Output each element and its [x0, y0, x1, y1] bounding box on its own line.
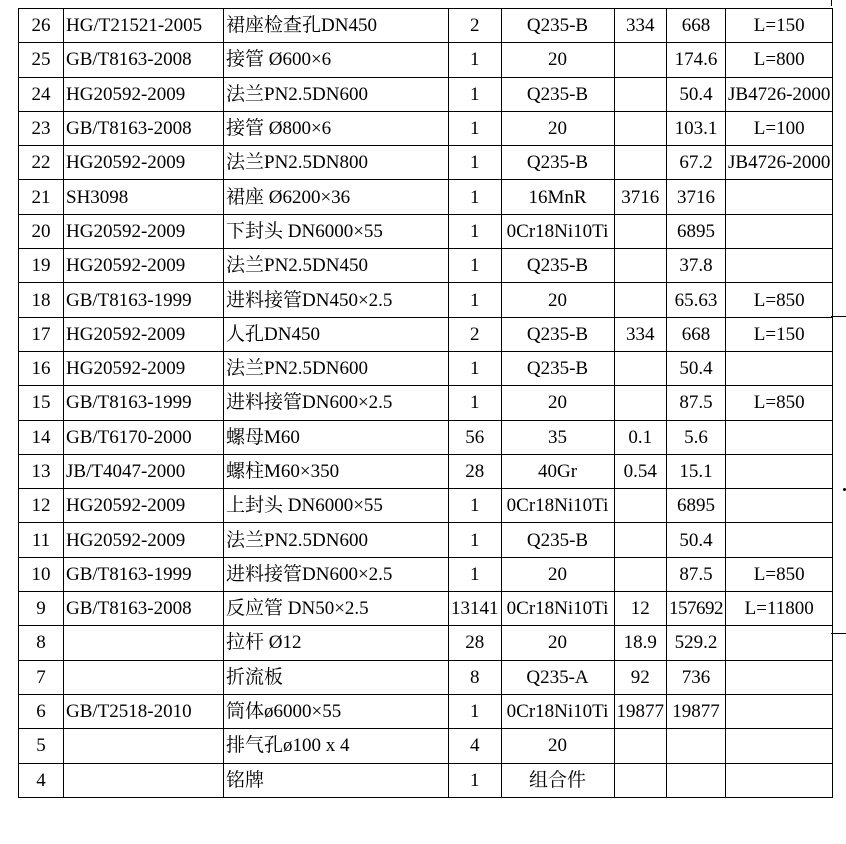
standard-code-cell: GB/T8163-1999 — [64, 386, 224, 420]
standard-code-cell — [64, 626, 224, 660]
material-cell: 40Gr — [501, 454, 614, 488]
table-row — [19, 420, 833, 454]
standard-code-cell: HG20592-2009 — [64, 249, 224, 283]
table-row — [19, 523, 833, 557]
unit-weight-cell — [614, 77, 667, 111]
total-weight-cell: 65.63 — [667, 283, 726, 317]
border-tick — [831, 316, 846, 317]
total-weight-cell: 103.1 — [667, 111, 726, 145]
standard-code-cell: JB/T4047-2000 — [64, 454, 224, 488]
total-weight-cell: 87.5 — [667, 386, 726, 420]
quantity-cell: 1 — [449, 283, 502, 317]
part-name-cell: 筒体ø6000×55 — [224, 694, 449, 728]
total-weight-cell: 37.8 — [667, 249, 726, 283]
quantity-cell: 8 — [449, 660, 502, 694]
total-weight-cell: 50.4 — [667, 351, 726, 385]
border-tick — [831, 633, 846, 634]
standard-code-cell: HG20592-2009 — [64, 489, 224, 523]
standard-code-cell: GB/T8163-2008 — [64, 43, 224, 77]
material-cell: Q235-B — [501, 523, 614, 557]
material-cell: 组合件 — [501, 763, 614, 797]
unit-weight-cell — [614, 523, 667, 557]
part-name-cell: 螺母M60 — [224, 420, 449, 454]
part-name-cell: 上封头 DN6000×55 — [224, 489, 449, 523]
table-row — [19, 626, 833, 660]
table-row — [19, 283, 833, 317]
item-number-cell: 15 — [19, 386, 64, 420]
table-row — [19, 43, 833, 77]
part-name-cell: 人孔DN450 — [224, 317, 449, 351]
part-name-cell: 螺柱M60×350 — [224, 454, 449, 488]
total-weight-cell: 3716 — [667, 180, 726, 214]
material-cell: Q235-B — [501, 9, 614, 43]
material-cell: Q235-B — [501, 146, 614, 180]
item-number-cell: 9 — [19, 592, 64, 626]
standard-code-cell: GB/T8163-1999 — [64, 283, 224, 317]
material-cell: Q235-A — [501, 660, 614, 694]
table-row — [19, 146, 833, 180]
total-weight-cell: 15.1 — [667, 454, 726, 488]
remark-cell: L=100 — [726, 111, 833, 145]
part-name-cell: 接管 Ø600×6 — [224, 43, 449, 77]
total-weight-cell: 87.5 — [667, 557, 726, 591]
quantity-cell: 13141 — [449, 592, 502, 626]
part-name-cell: 裙座 Ø6200×36 — [224, 180, 449, 214]
remark-cell: L=150 — [726, 317, 833, 351]
part-name-cell: 折流板 — [224, 660, 449, 694]
standard-code-cell: GB/T8163-2008 — [64, 592, 224, 626]
part-name-cell: 法兰PN2.5DN600 — [224, 77, 449, 111]
total-weight-cell — [667, 763, 726, 797]
unit-weight-cell: 0.54 — [614, 454, 667, 488]
part-name-cell: 铭牌 — [224, 763, 449, 797]
remark-cell — [726, 214, 833, 248]
table-row — [19, 351, 833, 385]
material-cell: Q235-B — [501, 351, 614, 385]
unit-weight-cell: 18.9 — [614, 626, 667, 660]
standard-code-cell: GB/T8163-2008 — [64, 111, 224, 145]
unit-weight-cell — [614, 43, 667, 77]
part-name-cell: 进料接管DN600×2.5 — [224, 557, 449, 591]
part-name-cell: 反应管 DN50×2.5 — [224, 592, 449, 626]
table-row — [19, 9, 833, 43]
total-weight-cell: 5.6 — [667, 420, 726, 454]
remark-cell — [726, 180, 833, 214]
remark-cell: JB4726-2000 — [726, 146, 833, 180]
remark-cell — [726, 489, 833, 523]
table-row — [19, 489, 833, 523]
table-row — [19, 386, 833, 420]
item-number-cell: 8 — [19, 626, 64, 660]
material-cell: 0Cr18Ni10Ti — [501, 214, 614, 248]
total-weight-cell: 19877 — [667, 694, 726, 728]
remark-cell: L=850 — [726, 283, 833, 317]
table-row — [19, 557, 833, 591]
item-number-cell: 13 — [19, 454, 64, 488]
table-row — [19, 694, 833, 728]
remark-cell — [726, 249, 833, 283]
unit-weight-cell — [614, 283, 667, 317]
unit-weight-cell — [614, 763, 667, 797]
item-number-cell: 26 — [19, 9, 64, 43]
part-name-cell: 拉杆 Ø12 — [224, 626, 449, 660]
remark-cell — [726, 729, 833, 763]
quantity-cell: 1 — [449, 694, 502, 728]
material-cell: 20 — [501, 557, 614, 591]
total-weight-cell: 668 — [667, 317, 726, 351]
standard-code-cell — [64, 729, 224, 763]
unit-weight-cell: 0.1 — [614, 420, 667, 454]
unit-weight-cell — [614, 214, 667, 248]
remark-cell — [726, 626, 833, 660]
unit-weight-cell — [614, 729, 667, 763]
table-row — [19, 660, 833, 694]
remark-cell — [726, 694, 833, 728]
part-name-cell: 进料接管DN600×2.5 — [224, 386, 449, 420]
unit-weight-cell — [614, 557, 667, 591]
item-number-cell: 4 — [19, 763, 64, 797]
quantity-cell: 1 — [449, 249, 502, 283]
part-name-cell: 排气孔ø100 x 4 — [224, 729, 449, 763]
quantity-cell: 1 — [449, 146, 502, 180]
item-number-cell: 6 — [19, 694, 64, 728]
standard-code-cell: HG20592-2009 — [64, 523, 224, 557]
total-weight-cell: 50.4 — [667, 77, 726, 111]
item-number-cell: 17 — [19, 317, 64, 351]
table-row — [19, 249, 833, 283]
remark-cell — [726, 763, 833, 797]
standard-code-cell: HG20592-2009 — [64, 77, 224, 111]
material-cell: Q235-B — [501, 77, 614, 111]
total-weight-cell: 529.2 — [667, 626, 726, 660]
unit-weight-cell — [614, 351, 667, 385]
remark-cell: L=850 — [726, 557, 833, 591]
unit-weight-cell — [614, 111, 667, 145]
item-number-cell: 24 — [19, 77, 64, 111]
item-number-cell: 25 — [19, 43, 64, 77]
total-weight-cell: 668 — [667, 9, 726, 43]
table-row — [19, 729, 833, 763]
material-cell: 20 — [501, 111, 614, 145]
quantity-cell: 1 — [449, 763, 502, 797]
quantity-cell: 2 — [449, 317, 502, 351]
remark-cell — [726, 454, 833, 488]
unit-weight-cell: 92 — [614, 660, 667, 694]
item-number-cell: 12 — [19, 489, 64, 523]
item-number-cell: 5 — [19, 729, 64, 763]
remark-cell: L=150 — [726, 9, 833, 43]
item-number-cell: 20 — [19, 214, 64, 248]
standard-code-cell: GB/T8163-1999 — [64, 557, 224, 591]
standard-code-cell — [64, 763, 224, 797]
part-name-cell: 法兰PN2.5DN600 — [224, 523, 449, 557]
total-weight-cell: 50.4 — [667, 523, 726, 557]
material-cell: 16MnR — [501, 180, 614, 214]
material-cell: 20 — [501, 386, 614, 420]
remark-cell: L=800 — [726, 43, 833, 77]
remark-cell — [726, 351, 833, 385]
total-weight-cell: 67.2 — [667, 146, 726, 180]
standard-code-cell: HG20592-2009 — [64, 146, 224, 180]
material-cell: 20 — [501, 43, 614, 77]
part-name-cell: 法兰PN2.5DN450 — [224, 249, 449, 283]
quantity-cell: 28 — [449, 626, 502, 660]
item-number-cell: 23 — [19, 111, 64, 145]
item-number-cell: 10 — [19, 557, 64, 591]
remark-cell: L=850 — [726, 386, 833, 420]
material-cell: 0Cr18Ni10Ti — [501, 489, 614, 523]
item-number-cell: 16 — [19, 351, 64, 385]
unit-weight-cell: 334 — [614, 9, 667, 43]
part-name-cell: 进料接管DN450×2.5 — [224, 283, 449, 317]
material-cell: 35 — [501, 420, 614, 454]
table-row — [19, 111, 833, 145]
table-row — [19, 592, 833, 626]
total-weight-cell: 174.6 — [667, 43, 726, 77]
quantity-cell: 1 — [449, 386, 502, 420]
table-row — [19, 454, 833, 488]
item-number-cell: 14 — [19, 420, 64, 454]
material-cell: Q235-B — [501, 249, 614, 283]
part-name-cell: 接管 Ø800×6 — [224, 111, 449, 145]
unit-weight-cell: 3716 — [614, 180, 667, 214]
total-weight-cell: 157692 — [667, 592, 726, 626]
quantity-cell: 4 — [449, 729, 502, 763]
quantity-cell: 1 — [449, 214, 502, 248]
quantity-cell: 1 — [449, 43, 502, 77]
standard-code-cell: GB/T6170-2000 — [64, 420, 224, 454]
standard-code-cell: HG20592-2009 — [64, 351, 224, 385]
remark-cell — [726, 523, 833, 557]
part-name-cell: 下封头 DN6000×55 — [224, 214, 449, 248]
total-weight-cell: 736 — [667, 660, 726, 694]
part-name-cell: 法兰PN2.5DN800 — [224, 146, 449, 180]
material-cell: 0Cr18Ni10Ti — [501, 694, 614, 728]
material-cell: 20 — [501, 626, 614, 660]
table-row — [19, 77, 833, 111]
quantity-cell: 1 — [449, 111, 502, 145]
material-cell: 0Cr18Ni10Ti — [501, 592, 614, 626]
standard-code-cell: SH3098 — [64, 180, 224, 214]
standard-code-cell — [64, 660, 224, 694]
table-row — [19, 180, 833, 214]
item-number-cell: 18 — [19, 283, 64, 317]
right-border-line — [831, 0, 832, 6]
table-row — [19, 317, 833, 351]
item-number-cell: 22 — [19, 146, 64, 180]
quantity-cell: 1 — [449, 557, 502, 591]
quantity-cell: 1 — [449, 180, 502, 214]
part-name-cell: 裙座检查孔DN450 — [224, 9, 449, 43]
quantity-cell: 1 — [449, 77, 502, 111]
unit-weight-cell — [614, 489, 667, 523]
remark-cell: L=11800 — [726, 592, 833, 626]
unit-weight-cell: 12 — [614, 592, 667, 626]
part-name-cell: 法兰PN2.5DN600 — [224, 351, 449, 385]
unit-weight-cell: 334 — [614, 317, 667, 351]
remark-cell — [726, 420, 833, 454]
quantity-cell: 28 — [449, 454, 502, 488]
quantity-cell: 1 — [449, 523, 502, 557]
table-row — [19, 214, 833, 248]
total-weight-cell: 6895 — [667, 214, 726, 248]
bom-table — [18, 8, 833, 798]
standard-code-cell: HG20592-2009 — [64, 214, 224, 248]
quantity-cell: 56 — [449, 420, 502, 454]
item-number-cell: 11 — [19, 523, 64, 557]
remark-cell: JB4726-2000 — [726, 77, 833, 111]
remark-cell — [726, 660, 833, 694]
total-weight-cell: 6895 — [667, 489, 726, 523]
unit-weight-cell — [614, 386, 667, 420]
quantity-cell: 1 — [449, 351, 502, 385]
item-number-cell: 19 — [19, 249, 64, 283]
quantity-cell: 2 — [449, 9, 502, 43]
table-row — [19, 763, 833, 797]
item-number-cell: 21 — [19, 180, 64, 214]
total-weight-cell — [667, 729, 726, 763]
material-cell: 20 — [501, 729, 614, 763]
standard-code-cell: GB/T2518-2010 — [64, 694, 224, 728]
standard-code-cell: HG/T21521-2005 — [64, 9, 224, 43]
material-cell: 20 — [501, 283, 614, 317]
unit-weight-cell — [614, 146, 667, 180]
standard-code-cell: HG20592-2009 — [64, 317, 224, 351]
item-number-cell: 7 — [19, 660, 64, 694]
quantity-cell: 1 — [449, 489, 502, 523]
unit-weight-cell — [614, 249, 667, 283]
unit-weight-cell: 19877 — [614, 694, 667, 728]
material-cell: Q235-B — [501, 317, 614, 351]
